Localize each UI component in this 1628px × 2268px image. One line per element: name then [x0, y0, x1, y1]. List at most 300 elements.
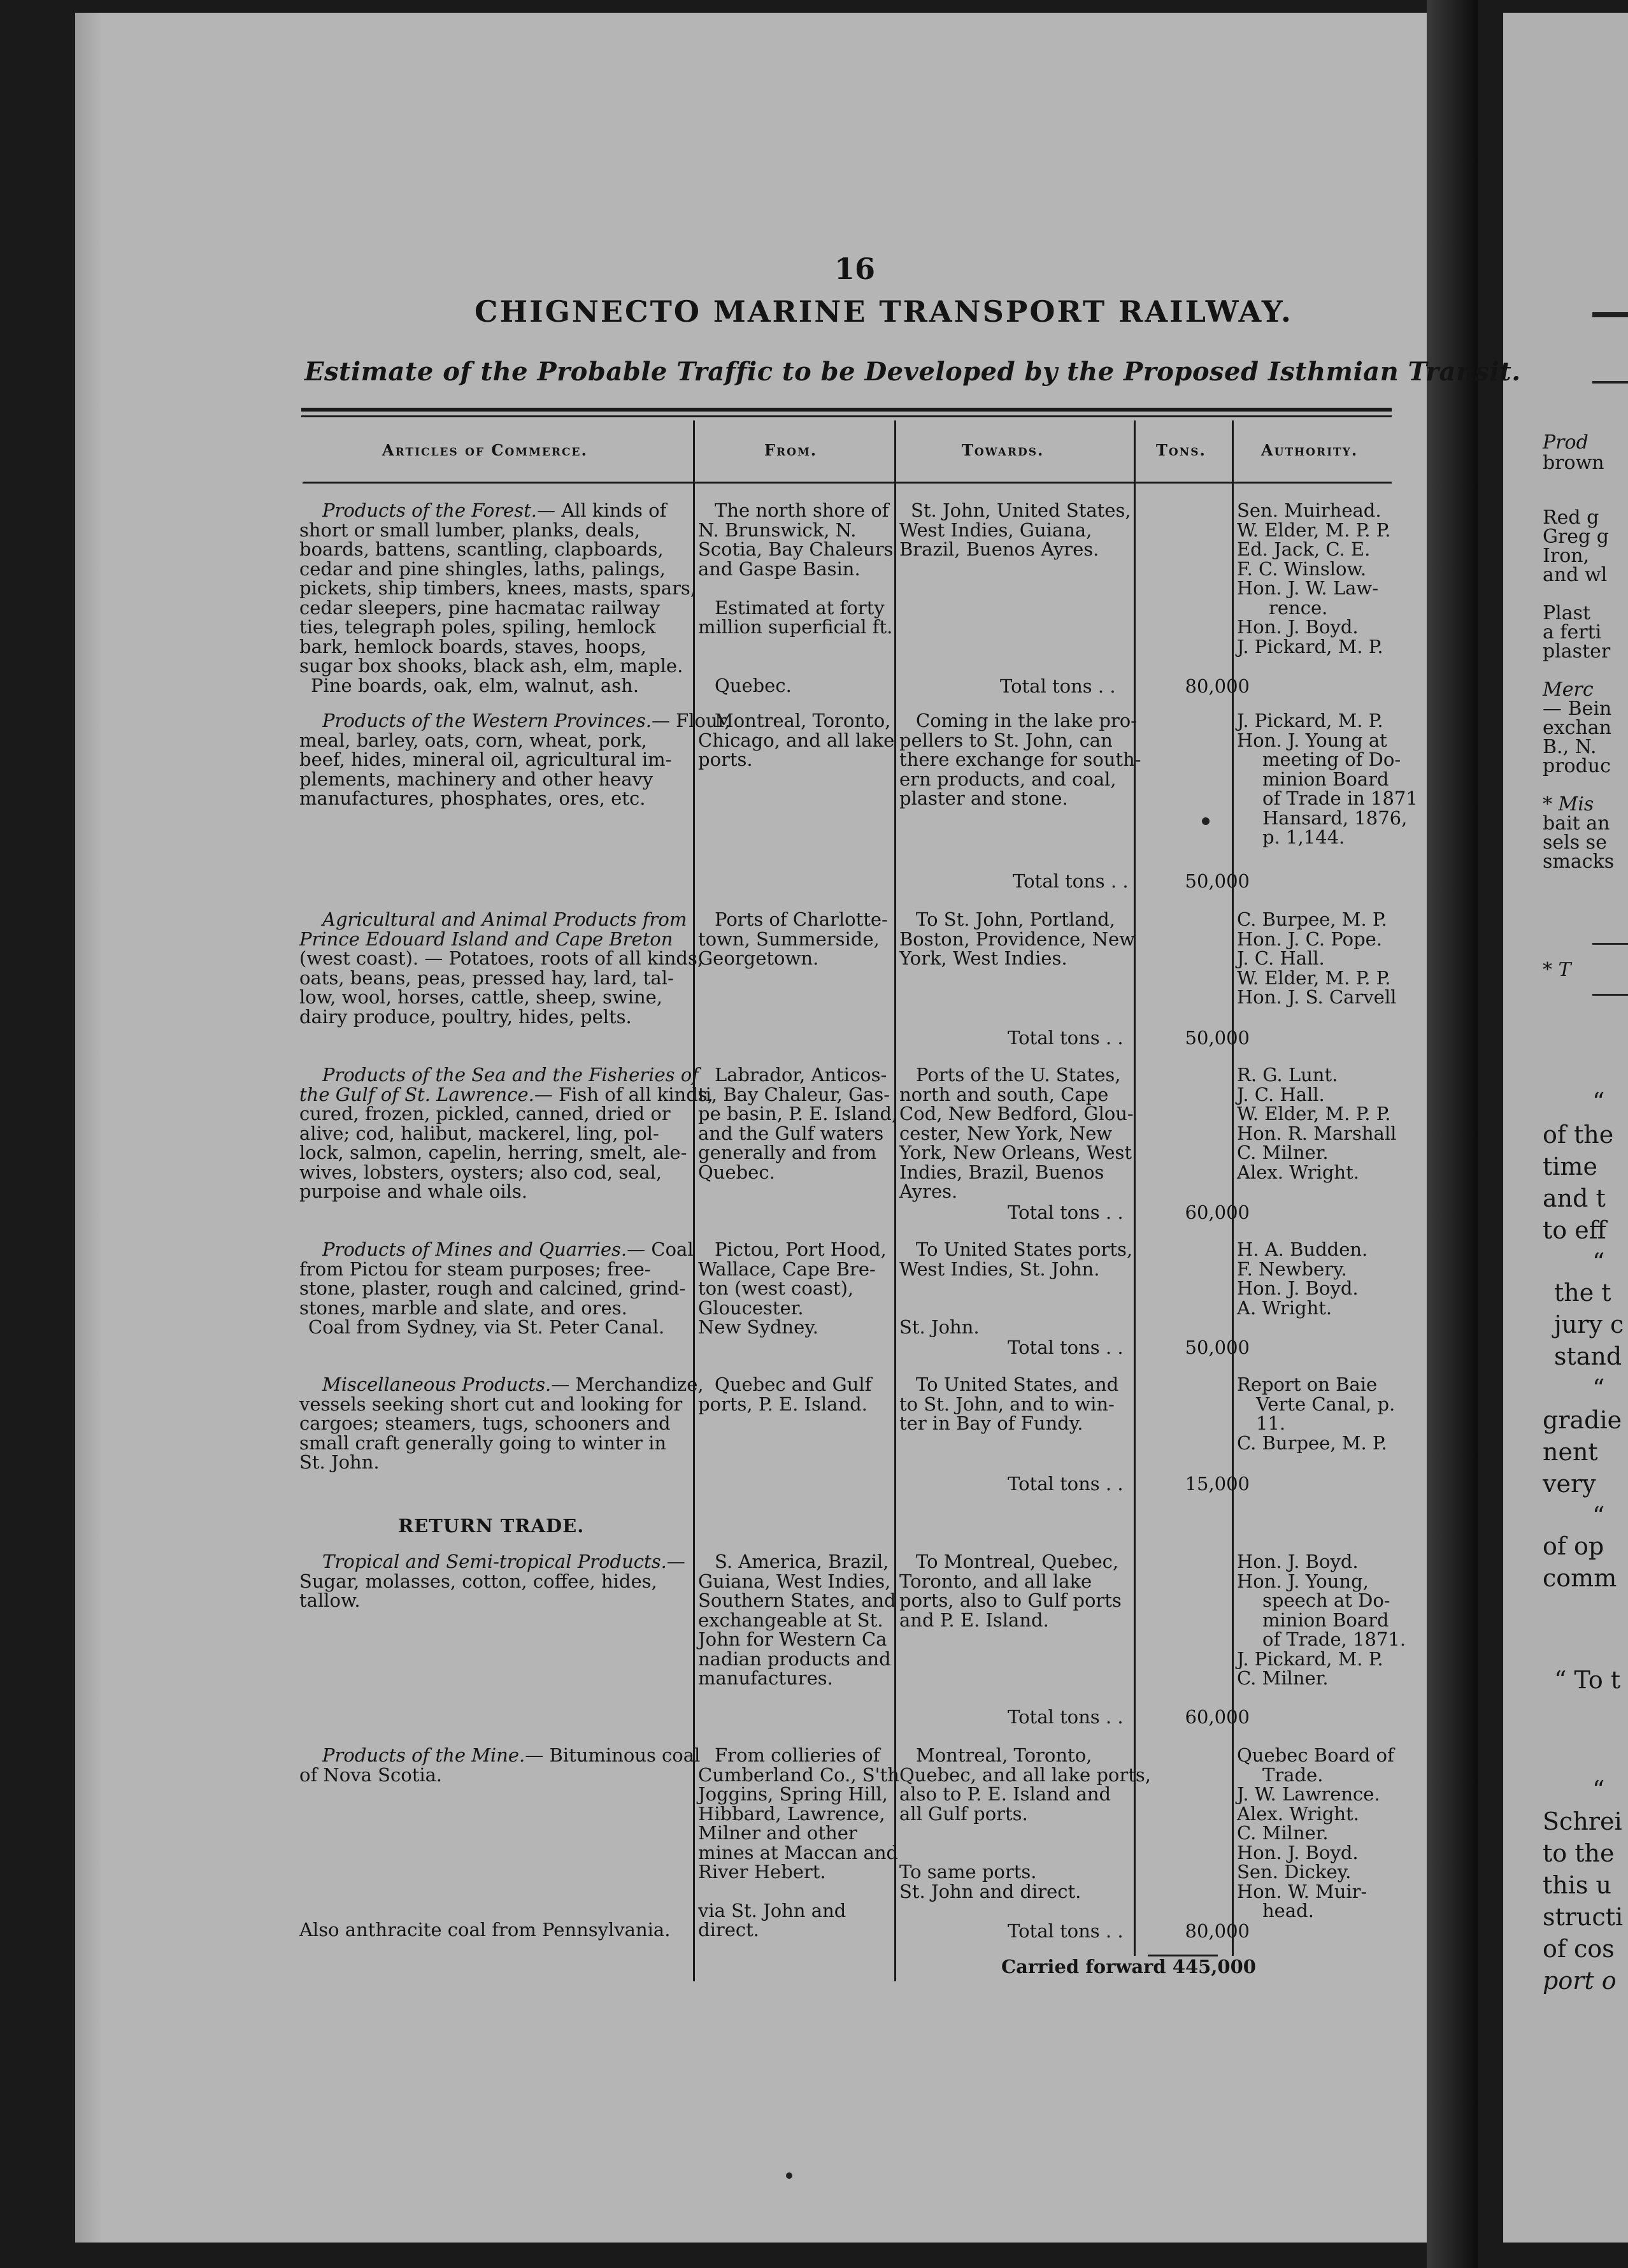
from-line: Cumberland Co., S'th [698, 1763, 899, 1786]
facing-fragment: to eff [1543, 1216, 1606, 1244]
towards-cell [899, 1746, 1151, 1901]
towards-line: ports, also to Gulf ports [899, 1590, 1122, 1611]
from-cell [698, 1240, 887, 1337]
authority-line: J. Pickard, M. P. [1237, 710, 1383, 731]
article-line [299, 1240, 694, 1260]
authority-line: C. Milner. [1237, 1142, 1329, 1163]
facing-fragment: sels se [1543, 831, 1607, 854]
facing-fragment: time [1543, 1152, 1597, 1181]
towards-line: and P. E. Island. [899, 1609, 1049, 1631]
towards-line: Toronto, and all lake [899, 1570, 1092, 1592]
articles-cell [299, 910, 703, 1026]
article-line: plements, machinery and other heavy [299, 768, 653, 790]
facing-fragment: brown [1543, 452, 1604, 474]
facing-fragment: jury c [1554, 1310, 1624, 1339]
tons-value: 80,000 [1185, 1920, 1250, 1942]
article-text: — Flour, [651, 710, 731, 731]
from-line: Guiana, West Indies, [698, 1570, 891, 1592]
authority-line: Hon. W. Muir- [1237, 1880, 1367, 1902]
section-heading: the Gulf of St. Lawrence. [299, 1083, 534, 1105]
facing-fragment: to the [1543, 1839, 1615, 1867]
tons-value: 50,000 [1185, 870, 1250, 892]
facing-fragment: B., N. [1543, 736, 1597, 758]
total-label: Total tons . . [1000, 675, 1116, 697]
towards-line: Coming in the lake pro- [916, 710, 1137, 731]
header-rule-top [301, 408, 1392, 412]
from-line: manufactures. [698, 1667, 833, 1689]
towards-line: St. John, United States, [911, 499, 1131, 521]
facing-fragment: plaster [1543, 640, 1611, 663]
from-line: Labrador, Anticos- [715, 1064, 887, 1086]
article-line [299, 1085, 713, 1105]
article-line: vessels seeking short cut and looking for [299, 1393, 683, 1415]
from-line: Ports of Charlotte- [715, 908, 888, 930]
total-label: Total tons . . [1013, 870, 1129, 892]
book-gutter [1427, 0, 1478, 2268]
authority-line: Hon. J. S. Carvell [1237, 986, 1397, 1008]
towards-line: Boston, Providence, New [899, 928, 1135, 950]
article-line: alive; cod, halibut, mackerel, ling, pol- [299, 1122, 659, 1144]
article-line: purpoise and whale oils. [299, 1181, 527, 1202]
articles-cell [299, 711, 731, 808]
authority-line: F. Newbery. [1237, 1258, 1347, 1280]
towards-line: to St. John, and to win- [899, 1393, 1115, 1415]
authority-line: C. Milner. [1237, 1822, 1329, 1844]
towards-line: Ayres. [899, 1181, 958, 1202]
facing-fragment: “ [1592, 1087, 1605, 1116]
towards-line: West Indies, St. John. [899, 1258, 1100, 1280]
article-line [299, 1552, 685, 1572]
from-line [698, 578, 893, 598]
facing-fragment: of the [1543, 1121, 1614, 1149]
authority-line: A. Wright. [1237, 1296, 1332, 1319]
facing-page-rule [1592, 381, 1628, 384]
facing-fragment: Iron, [1543, 545, 1590, 567]
authority-line: Hon. J. Young at [1237, 729, 1387, 751]
from-line: pe basin, P. E. Island, [698, 1103, 898, 1124]
carried-forward [1001, 1956, 1256, 1977]
article-line: sugar box shooks, black ash, elm, maple. [299, 655, 683, 677]
from-cell [698, 1375, 871, 1414]
authority-line: speech at Do- [1262, 1590, 1390, 1611]
authority-line: Sen. Dickey. [1237, 1861, 1352, 1883]
from-line: million superficial ft. [698, 616, 893, 638]
total-label: Total tons . . [1008, 1027, 1124, 1049]
facing-fragment: port o [1543, 1967, 1617, 1995]
article-line: Pine boards, oak, elm, walnut, ash. [311, 674, 639, 696]
facing-fragment: nent [1543, 1438, 1598, 1466]
towards-line: St. John. [899, 1316, 980, 1338]
from-line: ports. [698, 749, 753, 770]
section-heading: Prince Edouard Island and Cape Breton [299, 928, 673, 950]
header-articles: Articles of Commerce. [382, 441, 588, 459]
from-line: ton (west coast), [698, 1277, 854, 1299]
from-cell [698, 501, 893, 695]
article-line: Also anthracite coal from Pennsylvania. [299, 1919, 671, 1941]
from-line: via St. John and [698, 1899, 846, 1921]
facing-fragment: structi [1543, 1903, 1624, 1931]
facing-fragment: Greg g [1543, 526, 1610, 548]
towards-line: To Montreal, Quebec, [916, 1551, 1119, 1572]
article-line: lock, salmon, capelin, herring, smelt, ale- [299, 1142, 687, 1163]
article-line: boards, battens, scantling, clapboards, [299, 538, 664, 560]
towards-line: Ports of the U. States, [916, 1064, 1121, 1086]
authority-line: C. Burpee, M. P. [1237, 908, 1387, 930]
from-line: Gloucester. [698, 1296, 804, 1319]
tons-value: 80,000 [1185, 675, 1250, 697]
from-line: generally and from [698, 1142, 877, 1163]
facing-fragment: this u [1543, 1871, 1611, 1899]
facing-fragment: gradie [1543, 1406, 1622, 1434]
from-line: John for Western Ca [698, 1628, 887, 1650]
facing-fragment: Schrei [1543, 1807, 1622, 1835]
facing-fragment: very [1543, 1470, 1596, 1498]
total-label: Total tons . . [1008, 1337, 1124, 1358]
from-line: N. Brunswick, N. [698, 519, 857, 541]
towards-line: To same ports. [899, 1861, 1037, 1883]
authority-line: Alex. Wright. [1237, 1802, 1359, 1825]
section-heading: Products of Mines and Quarries. [322, 1238, 627, 1260]
towards-cell [899, 910, 1135, 968]
section-heading: Products of the Mine. [322, 1744, 525, 1766]
towards-line: Montreal, Toronto, [916, 1744, 1092, 1766]
towards-line: ter in Bay of Fundy. [899, 1412, 1083, 1434]
from-line: Joggins, Spring Hill, [698, 1783, 888, 1805]
authority-line: Hon. R. Marshall [1237, 1122, 1397, 1144]
facing-fragment: Red g [1543, 506, 1599, 529]
facing-fragment: exchan [1543, 717, 1612, 739]
towards-cell [899, 1375, 1118, 1433]
from-line: Pictou, Port Hood, [715, 1238, 887, 1260]
authority-line: C. Milner. [1237, 1667, 1329, 1689]
towards-cell [899, 501, 1131, 559]
facing-fragment: Prod [1543, 431, 1589, 454]
section-heading: Miscellaneous Products. [322, 1374, 552, 1395]
facing-page-rule [1592, 943, 1628, 945]
authority-line: R. G. Lunt. [1237, 1064, 1338, 1086]
authority-line: Hansard, 1876, [1262, 807, 1408, 829]
article-line [299, 711, 731, 731]
facing-fragment: “ [1592, 1776, 1605, 1804]
authority-cell [1237, 711, 1418, 847]
article-line: (west coast). — Potatoes, roots of all kinds, [299, 947, 704, 969]
total-label: Total tons . . [1008, 1473, 1124, 1495]
towards-line: St. John and direct. [899, 1880, 1082, 1902]
page-title: CHIGNECTO MARINE TRANSPORT RAILWAY. [475, 294, 1293, 329]
article-line: cedar sleepers, pine hacmatac railway [299, 596, 660, 619]
towards-line: To St. John, Portland, [916, 908, 1115, 930]
header-towards: Towards. [962, 441, 1045, 459]
article-line: dairy produce, poultry, hides, pelts. [299, 1005, 632, 1028]
towards-line: Quebec, and all lake ports, [899, 1763, 1151, 1786]
authority-cell [1237, 1375, 1395, 1453]
towards-line: York, West Indies. [899, 947, 1067, 969]
from-line: Scotia, Bay Chaleurs [698, 538, 894, 560]
towards-line: Cod, New Bedford, Glou- [899, 1103, 1134, 1124]
authority-cell [1237, 501, 1391, 656]
header-from: From. [764, 441, 818, 459]
article-text: — All kinds of [536, 499, 667, 521]
article-line: pickets, ship timbers, knees, masts, spars, [299, 577, 696, 599]
from-cell [698, 1746, 899, 1940]
tons-value: 15,000 [1185, 1473, 1250, 1495]
tons-value: 60,000 [1185, 1202, 1250, 1223]
towards-line: West Indies, Guiana, [899, 519, 1092, 541]
facing-fragment: bait an [1543, 812, 1610, 835]
authority-line: Hon. J. Boyd. [1237, 1277, 1359, 1299]
article-line: from Pictou for steam purposes; free- [299, 1258, 651, 1280]
article-line: small craft generally going to winter in [299, 1432, 667, 1454]
authority-line: J. C. Hall. [1237, 1083, 1325, 1105]
facing-fragment: — Bein [1543, 698, 1612, 720]
from-line: Chicago, and all lake [698, 729, 895, 751]
authority-line: W. Elder, M. P. P. [1237, 966, 1391, 989]
articles-cell [299, 1920, 670, 1940]
from-cell [698, 910, 888, 968]
authority-line: Ed. Jack, C. E. [1237, 538, 1371, 560]
article-line: ties, telegraph poles, spiling, hemlock [299, 616, 656, 638]
from-line: and Gaspe Basin. [698, 557, 860, 580]
from-line: nadian products and [698, 1647, 891, 1670]
section-heading: Agricultural and Animal Products from [322, 908, 687, 930]
article-text: — Fish of all kinds, [534, 1083, 713, 1105]
page-number: 16 [834, 252, 876, 286]
authority-line: minion Board [1262, 1609, 1389, 1631]
towards-line: ern products, and coal, [899, 768, 1117, 790]
authority-cell [1237, 1746, 1394, 1921]
article-line: cargoes; steamers, tugs, schooners and [299, 1412, 671, 1434]
from-line: Quebec. [715, 674, 792, 696]
towards-line [899, 1823, 1151, 1843]
from-line: Southern States, and [698, 1590, 896, 1611]
authority-line: Hon. J. Boyd. [1237, 1841, 1359, 1863]
from-line: River Hebert. [698, 1861, 826, 1883]
facing-fragment: Merc [1543, 678, 1594, 701]
facing-page-rule [1592, 994, 1628, 996]
articles-cell [299, 501, 696, 695]
from-line: ports, P. E. Island. [698, 1393, 868, 1415]
towards-line: all Gulf ports. [899, 1802, 1028, 1825]
authority-line: Alex. Wright. [1237, 1161, 1359, 1183]
authority-line: W. Elder, M. P. P. [1237, 1103, 1391, 1124]
towards-line [899, 1298, 1132, 1318]
towards-line: Indies, Brazil, Buenos [899, 1161, 1104, 1183]
ink-dot [786, 2172, 792, 2179]
section-heading: Tropical and Semi-tropical Products. [322, 1551, 667, 1572]
return-trade-heading: RETURN TRADE. [398, 1515, 585, 1537]
facing-fragment: produc [1543, 755, 1611, 777]
from-line: town, Summerside, [698, 928, 880, 950]
facing-fragment: stand [1554, 1342, 1622, 1370]
article-line: Sugar, molasses, cotton, coffee, hides, [299, 1570, 657, 1592]
authority-cell [1237, 910, 1396, 1007]
articles-cell [299, 1375, 704, 1472]
article-line: cedar and pine shingles, laths, palings, [299, 557, 666, 580]
authority-line: J. W. Lawrence. [1237, 1783, 1380, 1805]
facing-fragment: Plast [1543, 602, 1591, 624]
article-text: — Bituminous coal [525, 1744, 701, 1766]
page-edge [75, 13, 101, 2243]
from-line: Quebec and Gulf [715, 1374, 872, 1395]
authority-line: J. Pickard, M. P. [1237, 1647, 1383, 1670]
authority-line: rence. [1269, 596, 1328, 619]
authority-line: Sen. Muirhead. [1237, 499, 1382, 521]
facing-fragment: of cos [1543, 1935, 1615, 1963]
towards-line: north and south, Cape [899, 1083, 1109, 1105]
authority-line: of Trade in 1871 [1262, 787, 1418, 809]
towards-line: To United States ports, [916, 1238, 1133, 1260]
header-tons: Tons. [1156, 441, 1206, 459]
section-heading: Products of the Sea and the Fisheries of [322, 1064, 699, 1086]
header-rule-top-thin [301, 415, 1392, 417]
facing-fragment: and wl [1543, 564, 1608, 586]
from-line: direct. [698, 1919, 759, 1941]
facing-page-rule [1592, 312, 1628, 317]
authority-line: Verte Canal, p. [1256, 1393, 1396, 1415]
from-line: Georgetown. [698, 947, 819, 969]
article-line: bark, hemlock boards, staves, hoops, [299, 635, 646, 657]
from-line: ti, Bay Chaleur, Gas- [698, 1083, 890, 1105]
article-line [299, 1746, 700, 1765]
article-line: cured, frozen, pickled, canned, dried or [299, 1103, 671, 1124]
column-divider [1134, 420, 1136, 1956]
authority-line: Hon. J. C. Pope. [1237, 928, 1383, 950]
articles-cell [299, 1240, 694, 1337]
facing-fragment: * Mis [1543, 793, 1594, 815]
facing-page [1503, 13, 1628, 2243]
article-line [299, 1375, 704, 1395]
article-line: Coal from Sydney, via St. Peter Canal. [308, 1316, 665, 1338]
facing-fragment: a ferti [1543, 621, 1602, 643]
towards-line [899, 1843, 1151, 1863]
authority-cell [1237, 1240, 1367, 1317]
article-line: tallow. [299, 1590, 361, 1611]
from-line [698, 1882, 899, 1891]
authority-line: Hon. J. Boyd. [1237, 1551, 1359, 1572]
from-line: Montreal, Toronto, [715, 710, 891, 731]
from-line: mines at Maccan and [698, 1841, 899, 1863]
towards-cell [899, 1552, 1122, 1630]
ink-dot [1202, 817, 1210, 825]
authority-line: of Trade, 1871. [1262, 1628, 1406, 1650]
facing-fragment: “ [1592, 1502, 1605, 1530]
articles-cell [299, 1746, 700, 1784]
from-cell [698, 1552, 896, 1688]
tons-value: 50,000 [1185, 1027, 1250, 1049]
facing-fragment: comm [1543, 1564, 1617, 1592]
facing-fragment: “ [1592, 1248, 1605, 1276]
section-heading: Products of the Western Provinces. [322, 710, 652, 731]
total-label: Total tons . . [1008, 1202, 1124, 1223]
towards-line: To United States, and [916, 1374, 1119, 1395]
authority-line: meeting of Do- [1262, 749, 1401, 770]
authority-line: p. 1,144. [1262, 826, 1345, 848]
authority-line: Trade. [1262, 1763, 1324, 1786]
article-line: stones, marble and slate, and ores. [299, 1296, 627, 1319]
article-line: short or small lumber, planks, deals, [299, 519, 641, 541]
facing-fragment: “ To t [1554, 1666, 1621, 1694]
authority-line: head. [1262, 1900, 1314, 1921]
towards-line: also to P. E. Island and [899, 1783, 1111, 1805]
total-label: Total tons . . [1008, 1920, 1124, 1942]
facing-fragment: of op [1543, 1532, 1604, 1560]
carried-forward-label: Carried forward [1001, 1956, 1166, 1977]
from-cell [698, 1065, 897, 1182]
article-line: beef, hides, mineral oil, agricultural im- [299, 749, 672, 770]
article-line: oats, beans, peas, pressed hay, lard, tal- [299, 966, 674, 989]
header-authority: Authority. [1261, 441, 1359, 459]
towards-line: Brazil, Buenos Ayres. [899, 538, 1099, 560]
header-rule-bottom [303, 482, 1392, 484]
authority-line: Hon. J. Young, [1237, 1570, 1369, 1592]
facing-fragment: the t [1554, 1279, 1611, 1307]
from-line: From collieries of [715, 1744, 880, 1766]
towards-line: plaster and stone. [899, 787, 1068, 809]
towards-cell [899, 711, 1141, 808]
authority-line: W. Elder, M. P. P. [1237, 519, 1391, 541]
authority-cell [1237, 1065, 1396, 1182]
tons-value: 50,000 [1185, 1337, 1250, 1358]
from-line: The north shore of [715, 499, 889, 521]
authority-line: Report on Baie [1237, 1374, 1378, 1395]
article-line [299, 501, 696, 520]
from-line [698, 637, 893, 657]
article-line: manufactures, phosphates, ores, etc. [299, 787, 646, 809]
total-label: Total tons . . [1008, 1706, 1124, 1728]
from-line [698, 656, 893, 676]
towards-line: cester, New York, New [899, 1122, 1113, 1144]
from-line: S. America, Brazil, [715, 1551, 889, 1572]
authority-line: J. C. Hall. [1237, 947, 1325, 969]
tons-value: 60,000 [1185, 1706, 1250, 1728]
towards-line [899, 1279, 1132, 1298]
article-line: wives, lobsters, oysters; also cod, seal, [299, 1161, 662, 1183]
towards-line: York, New Orleans, West [899, 1142, 1132, 1163]
authority-line: C. Burpee, M. P. [1237, 1432, 1387, 1454]
authority-line: minion Board [1262, 768, 1389, 790]
authority-line: 11. [1256, 1412, 1286, 1434]
from-line: Wallace, Cape Bre- [698, 1258, 876, 1280]
facing-fragment: “ [1592, 1374, 1605, 1402]
article-line: low, wool, horses, cattle, sheep, swine, [299, 986, 663, 1008]
from-line: Hibbard, Lawrence, [698, 1802, 885, 1825]
authority-line: Quebec Board of [1237, 1744, 1394, 1766]
authority-line: J. Pickard, M. P. [1237, 635, 1383, 657]
authority-cell [1237, 1552, 1406, 1688]
towards-cell [899, 1240, 1132, 1337]
article-line: meal, barley, oats, corn, wheat, pork, [299, 729, 647, 751]
articles-cell [299, 1552, 685, 1611]
page-subtitle: Estimate of the Probable Traffic to be Developed by the Proposed Isthmian Transit. [304, 357, 1521, 387]
from-cell [698, 711, 894, 770]
towards-line: pellers to St. John, can [899, 729, 1113, 751]
from-line: Estimated at forty [715, 596, 885, 619]
facing-fragment: * T [1543, 959, 1571, 981]
article-text: — Merchandize, [551, 1374, 704, 1395]
authority-line: F. C. Winslow. [1237, 557, 1367, 580]
authority-line: Hon. J. W. Law- [1237, 577, 1379, 599]
carried-forward-value: 445,000 [1172, 1956, 1256, 1977]
article-line: stone, plaster, rough and calcined, grind- [299, 1277, 686, 1299]
towards-cell [899, 1065, 1134, 1202]
articles-cell [299, 1065, 713, 1202]
facing-fragment: and t [1543, 1184, 1606, 1212]
authority-line: Hon. J. Boyd. [1237, 616, 1359, 638]
from-line: exchangeable at St. [698, 1609, 883, 1631]
from-line: New Sydney. [698, 1316, 818, 1338]
towards-line: there exchange for south- [899, 749, 1141, 770]
section-heading: Products of the Forest. [322, 499, 537, 521]
